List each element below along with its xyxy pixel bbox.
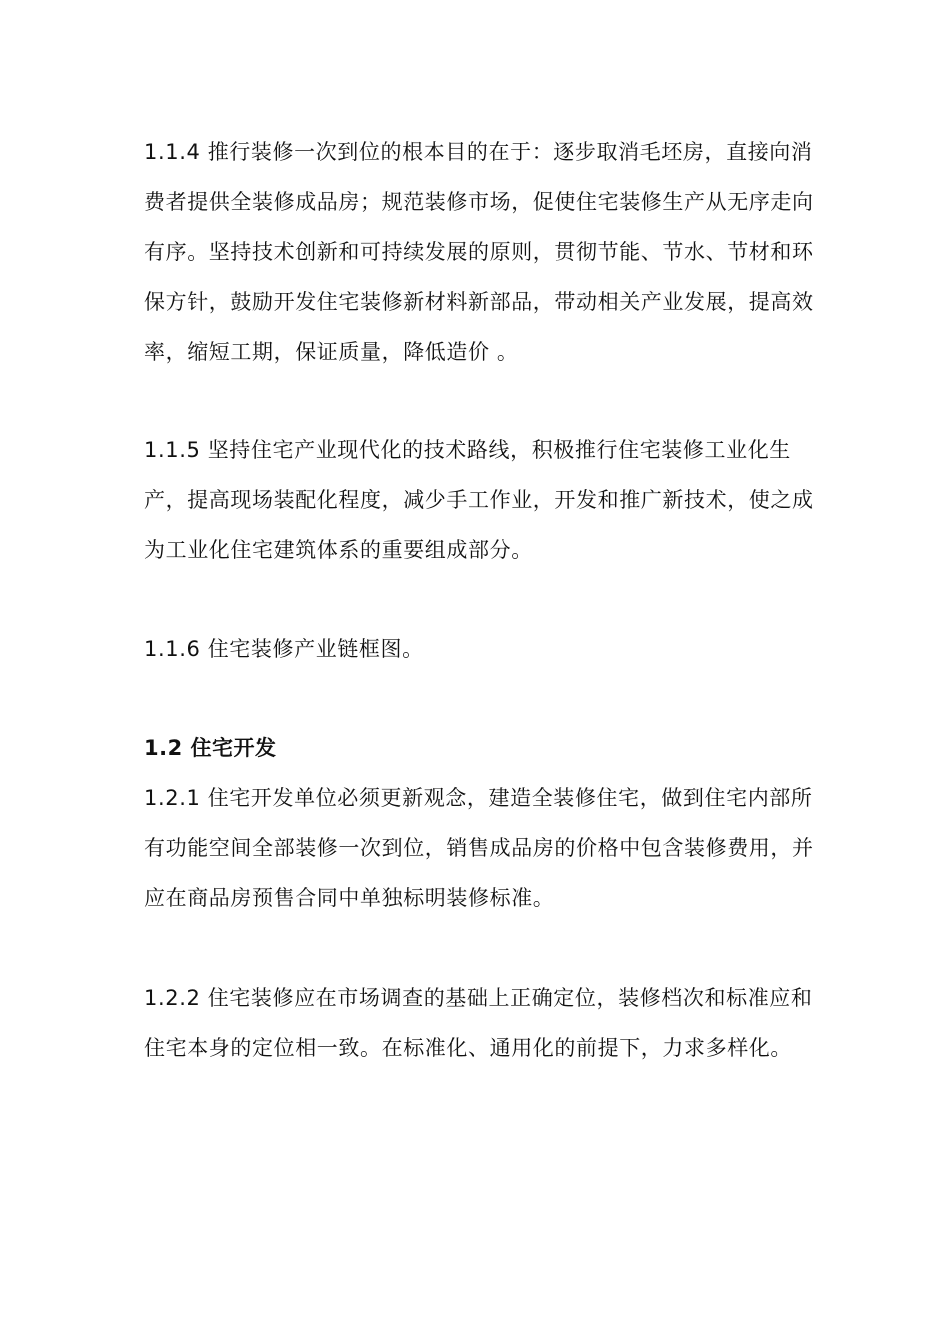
paragraph-1-1-6: 1.1.6 住宅装修产业链框图。: [144, 637, 424, 661]
paragraph-1-1-5: 1.1.5 坚持住宅产业现代化的技术路线，积极推行住宅装修工业化生产，提高现场装配化程度，减少手工作业，开发和推广新技术，使之成为工业化住宅建筑体系的重要组成部分。: [144, 438, 814, 562]
paragraph-1-2-2: 1.2.2 住宅装修应在市场调查的基础上正确定位，装修档次和标准应和住宅本身的定位相一致。在标准化、通用化的前提下，力求多样化。: [144, 986, 813, 1060]
paragraph-1-2-1: 1.2.1 住宅开发单位必须更新观念，建造全装修住宅，做到住宅内部所有功能空间全部装修一次到位，销售成品房的价格中包含装修费用，并应在商品房预售合同中单独标明装修标准。: [144, 786, 814, 910]
section-heading-1-2: 1.2 住宅开发: [144, 736, 277, 760]
paragraph-1-1-4: 1.1.4 推行装修一次到位的根本目的在于：逐步取消毛坯房，直接向消费者提供全装修成品房；规范装修市场，促使住宅装修生产从无序走向有序。坚持技术创新和可持续发展的原则，贯彻节能、节水、节材和环保方针，鼓励开发住宅装修新材料新部品，带动相关产业发展，提高效率，缩短工期，保证质量，降低造价 。: [144, 140, 814, 364]
